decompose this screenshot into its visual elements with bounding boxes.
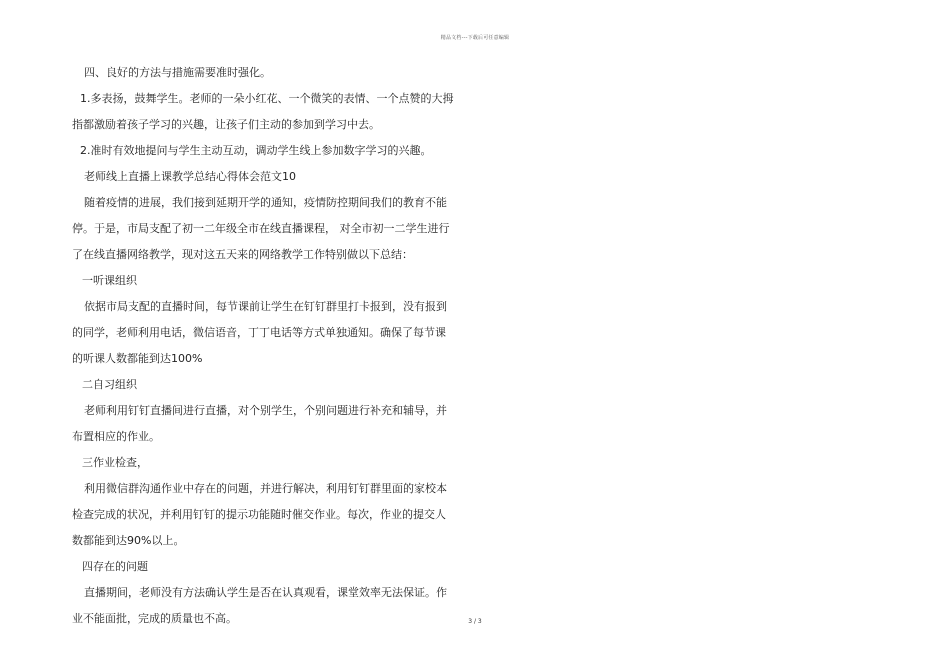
section-heading: 一听课组织 <box>82 274 137 287</box>
paragraph-line: 依据市局支配的直播时间，每节课前让学生在钉钉群里打卡报到，没有报到 <box>84 300 447 313</box>
page-number: 3 / 3 <box>468 618 482 625</box>
paragraph-line: 指都激励着孩子学习的兴趣，让孩子们主动的参加到学习中去。 <box>72 118 380 131</box>
section-heading: 四、良好的方法与措施需要准时强化。 <box>84 66 271 79</box>
paragraph-line: 的听课人数都能到达100% <box>72 352 203 365</box>
paragraph-line: 了在线直播网络教学，现对这五天来的网络教学工作特别做以下总结： <box>72 248 413 261</box>
page-header: 精品文档---下载后可任意编辑 <box>440 35 510 41</box>
paragraph-line: 随着疫情的进展，我们接到延期开学的通知，疫情防控期间我们的教育不能 <box>84 196 447 209</box>
paragraph-line: 的同学，老师利用电话，微信语音，丁丁电话等方式单独通知。确保了每节课 <box>72 326 446 339</box>
paragraph-line: 业不能面批，完成的质量也不高。 <box>72 612 237 625</box>
section-heading: 二自习组织 <box>82 378 137 391</box>
paragraph-line: 布置相应的作业。 <box>72 430 160 443</box>
paragraph-line: 利用微信群沟通作业中存在的问题，并进行解决，利用钉钉群里面的家校本 <box>84 482 447 495</box>
section-heading: 四存在的问题 <box>82 560 148 573</box>
paragraph-line: 数都能到达90%以上。 <box>72 534 185 547</box>
section-heading: 三作业检查， <box>82 456 148 469</box>
paragraph-line: 老师利用钉钉直播间进行直播，对个别学生，个别问题进行补充和辅导，并 <box>84 404 447 417</box>
paragraph-line: 检查完成的状况，并利用钉钉的提示功能随时催交作业。每次，作业的提交人 <box>72 508 446 521</box>
article-title: 老师线上直播上课教学总结心得体会范文10 <box>84 170 296 183</box>
paragraph-line: 1.多表扬，鼓舞学生。老师的一朵小红花、一个微笑的表情、一个点赞的大拇 <box>80 92 454 105</box>
paragraph-line: 直播期间，老师没有方法确认学生是否在认真观看，课堂效率无法保证。作 <box>84 586 447 599</box>
paragraph-line: 2.准时有效地提问与学生主动互动，调动学生线上参加数字学习的兴趣。 <box>80 144 432 157</box>
paragraph-line: 停。于是，市局支配了初一二年级全市在线直播课程， 对全市初一二学生进行 <box>72 222 450 235</box>
